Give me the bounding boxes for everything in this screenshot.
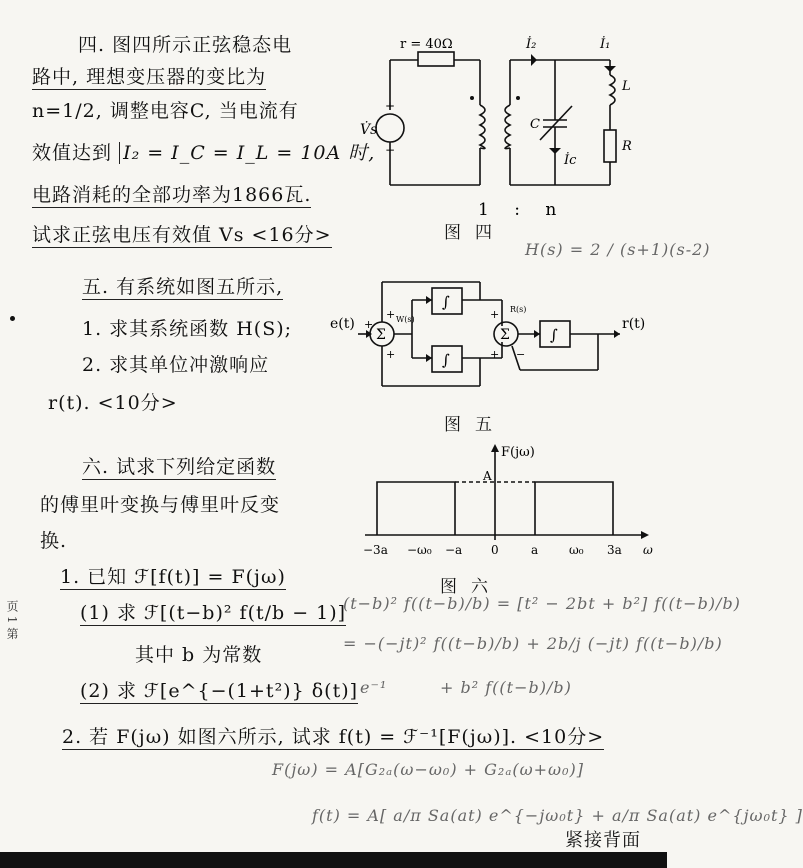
- rect-positive: [535, 482, 613, 535]
- sum2-plus-bottom: +: [490, 348, 500, 361]
- p4-line1: 四. 图四所示正弦稳态电: [78, 34, 293, 56]
- p4-line4-equation: I₂ = I_C = I_L = 10A 时,: [119, 142, 375, 164]
- rect-negative: [377, 482, 455, 535]
- fig6-amplitude: A: [483, 469, 492, 483]
- p4-line2: 路中, 理想变压器的变比为: [32, 62, 266, 90]
- resistor-r: [418, 52, 454, 66]
- fig6-xaxis: ω: [643, 543, 653, 557]
- i2-label: İ₂: [526, 37, 537, 52]
- r-label: R: [622, 139, 632, 154]
- tick-neg-a: −a: [445, 543, 463, 557]
- p4-line4-prefix: 效值达到: [32, 142, 113, 164]
- pencil-work-1: (t−b)² f((t−b)/b) = [t² − 2bt + b²] f((t−b)/b): [343, 594, 741, 613]
- fig5-caption: 图五: [444, 415, 506, 435]
- source-minus: −: [385, 143, 396, 157]
- ic-label: İc: [564, 153, 577, 168]
- p5-line1: 五. 有系统如图五所示,: [82, 272, 283, 300]
- sum-symbol-1: Σ: [376, 327, 386, 343]
- rs-label: R(s): [510, 305, 527, 314]
- pencil-work-2: = −(−jt)² f((t−b)/b) + 2b/j (−jt) f((t−b)/b): [343, 634, 723, 653]
- p5-line3: 2. 求其单位冲激响应: [82, 354, 270, 376]
- sum1-plus: +: [364, 318, 374, 331]
- pencil-transfer-fn: H(s) = 2 / (s+1)(s-2): [525, 240, 711, 259]
- output-label: r(t): [622, 316, 646, 332]
- spectrum-figure-6: [355, 440, 655, 560]
- tick-a: a: [531, 543, 539, 557]
- pencil-work-5: F(jω) = A[G₂ₐ(ω−ω₀) + G₂ₐ(ω+ω₀)]: [272, 760, 584, 779]
- l-label: L: [622, 79, 631, 94]
- fig6-caption: 图六: [440, 577, 502, 597]
- p5-line2: 1. 求其系统函数 H(S);: [82, 318, 293, 340]
- p6-sub1-note: 其中 b 为常数: [135, 644, 263, 666]
- p4-line4: [32, 138, 375, 165]
- p5-line4: r(t). <10分>: [48, 392, 178, 414]
- integral-3: ∫: [550, 326, 558, 344]
- pencil-work-3: e⁻¹: [360, 678, 388, 697]
- sum1-plus-top: +: [386, 308, 396, 321]
- block-diagram-figure-5: [330, 270, 650, 400]
- p4-line5: 电路消耗的全部功率为1866瓦.: [32, 180, 311, 208]
- scan-bottom-edge: [0, 852, 667, 868]
- p6-sub1: 1. 已知 ℱ[f(t)] = F(jω): [60, 562, 286, 590]
- sum-symbol-2: Σ: [500, 327, 510, 343]
- sum2-minus: −: [516, 348, 526, 361]
- p6-sub1b: (2) 求 ℱ[e^{−(1+t²)} δ(t)]: [80, 676, 358, 704]
- resistor-label: r = 40Ω: [400, 37, 453, 52]
- p4-line3: n=1/2, 调整电容C, 当电流有: [32, 100, 299, 122]
- p6-line1: 六. 试求下列给定函数: [82, 452, 276, 480]
- tick-w0: ω₀: [569, 543, 584, 557]
- p6-line2: 的傅里叶变换与傅里叶反变: [40, 494, 281, 516]
- p6-sub2: 2. 若 F(jω) 如图六所示, 试求 f(t) = ℱ⁻¹[F(jω)]. <10分>: [62, 722, 604, 750]
- ws-label: W(s): [396, 315, 415, 324]
- margin-page-number: 页 1 第: [5, 600, 19, 640]
- c-label: C: [530, 117, 540, 132]
- fig4-caption: 图四: [444, 223, 506, 243]
- i1-label: İ₁: [600, 37, 611, 52]
- pencil-work-4: + b² f((t−b)/b): [440, 678, 572, 697]
- integral-1: ∫: [442, 293, 450, 311]
- fig6-ylabel: F(jω): [501, 445, 535, 460]
- source-plus: +: [385, 99, 396, 113]
- sum2-plus-top: +: [490, 308, 500, 321]
- tick-neg-w0: −ω₀: [407, 543, 432, 557]
- p6-sub1a: (1) 求 ℱ[(t−b)² f(t/b − 1)]: [80, 598, 346, 626]
- input-label: e(t): [330, 316, 355, 332]
- tick-3a: 3a: [607, 543, 622, 557]
- p4-line6: 试求正弦电压有效值 Vs <16分>: [32, 220, 332, 248]
- continue-overleaf: 紧接背面: [565, 830, 641, 851]
- punch-dot: [10, 316, 15, 321]
- turns-ratio: 1 : n: [478, 200, 567, 220]
- p6-line3: 换.: [40, 530, 68, 552]
- tick-neg-3a: −3a: [363, 543, 388, 557]
- voltage-source: [376, 114, 404, 142]
- circuit-figure-4: [360, 30, 650, 230]
- sum1-plus-bottom: +: [386, 348, 396, 361]
- tick-zero: 0: [491, 543, 499, 557]
- pencil-work-6: f(t) = A[ a/π Sa(at) e^{−jω₀t} + a/π Sa(at) e^{jω₀t} ]: [312, 806, 803, 825]
- integral-2: ∫: [442, 351, 450, 369]
- source-label: V̇s: [360, 122, 378, 138]
